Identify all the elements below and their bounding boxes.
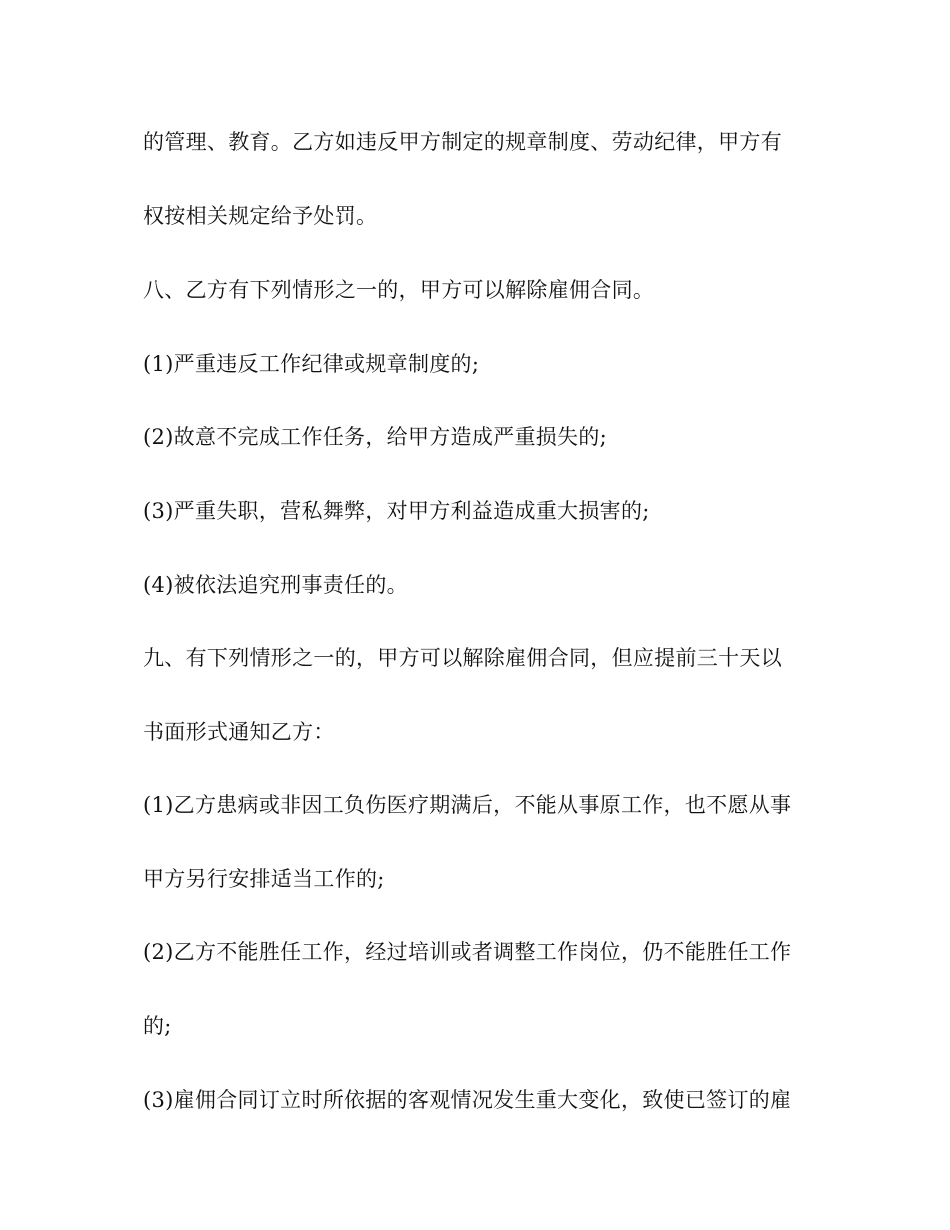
text-line: 书面形式通知乙方： <box>143 720 335 744</box>
list-item: (3)严重失职，营私舞弊，对甲方利益造成重大损害的; <box>143 499 650 523</box>
text-line: 权按相关规定给予处罚。 <box>143 204 378 228</box>
list-item: (1)严重违反工作纪律或规章制度的; <box>143 352 480 376</box>
list-item: (1)乙方患病或非因工负伤医疗期满后，不能从事原工作，也不愿从事 <box>143 793 792 817</box>
text-line: 的管理、教育。乙方如违反甲方制定的规章制度、劳动纪律，甲方有 <box>143 130 782 154</box>
list-item: (4)被依法追究刑事责任的。 <box>143 573 408 597</box>
list-item: (2)故意不完成工作任务，给甲方造成严重损失的; <box>143 425 608 449</box>
text-line: 的; <box>143 1014 172 1038</box>
section-heading-9: 九、有下列情形之一的，甲方可以解除雇佣合同，但应提前三十天以 <box>143 646 782 670</box>
list-item: (2)乙方不能胜任工作，经过培训或者调整工作岗位，仍不能胜任工作 <box>143 940 792 964</box>
section-heading-8: 八、乙方有下列情形之一的，甲方可以解除雇佣合同。 <box>143 278 655 302</box>
list-item: (3)雇佣合同订立时所依据的客观情况发生重大变化，致使已签订的雇 <box>143 1088 792 1112</box>
text-line: 甲方另行安排适当工作的; <box>143 867 385 891</box>
